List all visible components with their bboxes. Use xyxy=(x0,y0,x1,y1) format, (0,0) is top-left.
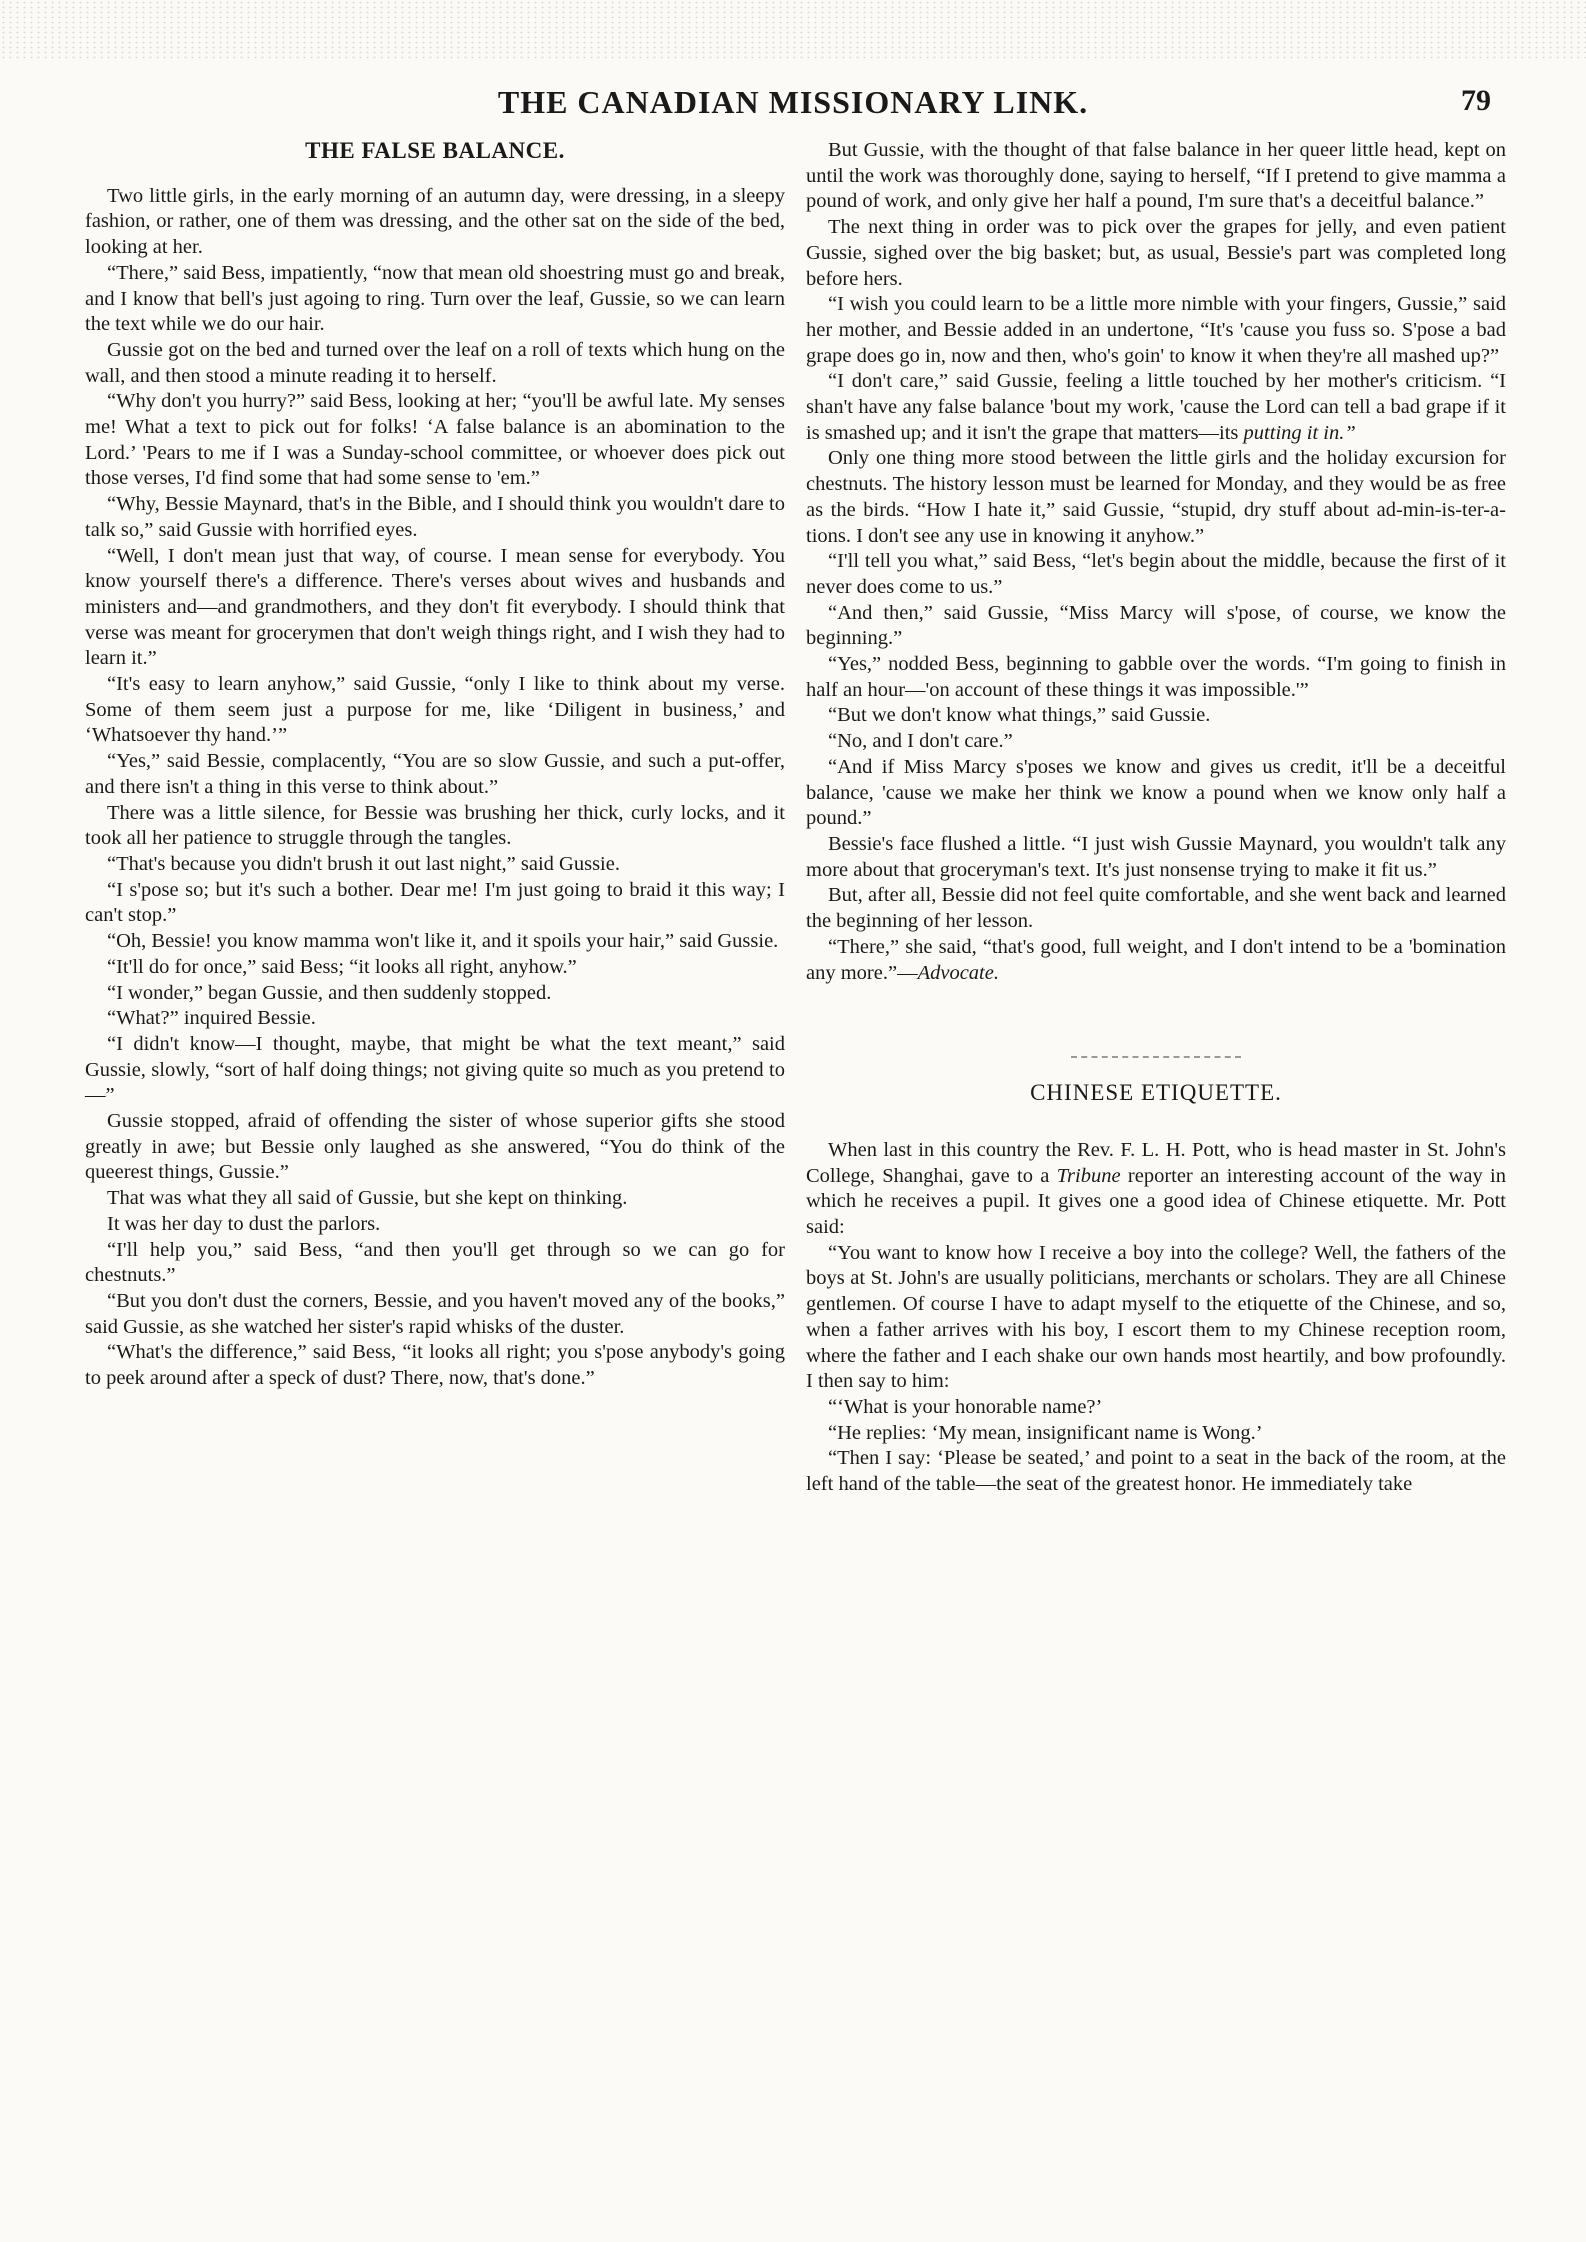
paragraph xyxy=(806,1138,1506,1241)
paragraph: “Why don't you hurry?” said Bess, looking at her; “you'll be awful late. My senses me! What a text to pick out for folks! ‘A false balance is an abomination to the Lord.’ 'Pears to me if I was a Sunday-school committee, or whoever does pick out those verses, I'd find some that had some sense to 'em.” xyxy=(85,390,785,490)
left-column xyxy=(85,138,785,1392)
paragraph: “I'll help you,” said Bess, “and then you'll get through so we can go for chestnuts.” xyxy=(85,1238,785,1287)
paragraph: Only one thing more stood between the little girls and the holiday excursion for chestnuts. The history lesson must be learned for Monday, and they would be as free as the birds. “How I hate it,” said Gussie, “stupid, dry stuff about ad-min-is-ter-a-tions. I don't see any use in knowing it anyhow.” xyxy=(806,447,1506,547)
running-title: THE CANADIAN MISSIONARY LINK. xyxy=(497,84,1089,120)
paragraph: “Oh, Bessie! you know mamma won't like it, and it spoils your hair,” said Gussie. xyxy=(107,930,779,953)
paragraph xyxy=(806,369,1506,446)
paragraph: “I wonder,” began Gussie, and then suddenly stopped. xyxy=(107,981,552,1004)
paragraph: “It's easy to learn anyhow,” said Gussie, “only I like to think about my verse. Some of them seem just a purpose for me, like ‘Diligent in business,’ and ‘Whatsoever thy hand.’” xyxy=(85,673,785,747)
paragraph: “And then,” said Gussie, “Miss Marcy will s'pose, of course, we know the beginning.” xyxy=(806,601,1506,650)
paragraph-text: “There,” she said, “that's good, full weight, and I don't intend to be a 'bomination any more.”— xyxy=(806,935,1506,984)
section-divider xyxy=(1071,1056,1241,1058)
paragraph: “I wish you could learn to be a little more nimble with your fingers, Gussie,” said her mother, and Bessie added in an undertone, “It's 'cause you fuss so. S'pose a bad grape does go in, now and then, who's goin' to know it when they're all mashed up?” xyxy=(806,293,1506,367)
paragraph: “Yes,” said Bessie, complacently, “You are so slow Gussie, and such a put-offer, and there isn't a thing in this verse to think about.” xyxy=(85,750,785,798)
paragraph: “No, and I don't care.” xyxy=(828,730,1013,753)
paragraph: “You want to know how I receive a boy into the college? Well, the fathers of the boys at St. John's are usually politicians, merchants or scholars. They are all Chinese gentlemen. Of course I have to adapt myself to the etiquette of the Chinese, and so, when a father arrives with his boy, I escort them to my Chinese reception room, where the father and I each shake our own hands most heartily, and bow profoundly. I then say to him: xyxy=(806,1241,1506,1393)
article-title-chinese-etiquette: CHINESE ETIQUETTE. xyxy=(1030,1080,1282,1106)
paragraph: “Why, Bessie Maynard, that's in the Bible, and I should think you wouldn't dare to talk so,” said Gussie with horrified eyes. xyxy=(85,493,785,541)
paragraph-text: “I don't care,” said Gussie, feeling a little touched by her mother's criticism. “I shan't have any false balance 'bout my work, 'cause the Lord can tell a bad grape if it is smashed up; and it isn't the grape that matters—its xyxy=(806,370,1506,444)
scan-noise xyxy=(0,0,1586,60)
page-header xyxy=(0,78,1586,128)
italic-phrase: putting it in.” xyxy=(1243,421,1356,444)
paragraph: It was her day to dust the parlors. xyxy=(107,1212,381,1235)
paragraph: “What's the difference,” said Bess, “it looks all right; you s'pose anybody's going to peek around after a speck of dust? There, now, that's done.” xyxy=(85,1341,785,1390)
paragraph: Gussie stopped, afraid of offending the sister of whose superior gifts she stood greatly in awe; but Bessie only laughed as she answered, “You do think of the queerest things, Gussie.” xyxy=(85,1110,785,1184)
paragraph: That was what they all said of Gussie, but she kept on thinking. xyxy=(107,1187,628,1210)
paragraph: “He replies: ‘My mean, insignificant name is Wong.’ xyxy=(828,1421,1263,1444)
article-title-false-balance: THE FALSE BALANCE. xyxy=(305,138,565,163)
paragraph: But, after all, Bessie did not feel quite comfortable, and she went back and learned the beginning of her lesson. xyxy=(806,884,1506,933)
page-number: 79 xyxy=(1461,84,1491,117)
paragraph: “It'll do for once,” said Bess; “it looks all right, anyhow.” xyxy=(107,955,577,978)
paragraph: “‘What is your honorable name?’ xyxy=(828,1395,1103,1418)
source-credit: Advocate. xyxy=(917,961,999,984)
paragraph: Gussie got on the bed and turned over the leaf on a roll of texts which hung on the wall, and then stood a minute reading it to herself. xyxy=(85,338,785,387)
right-column xyxy=(806,138,1506,1498)
paragraph: “I'll tell you what,” said Bess, “let's begin about the middle, because the first of it never does come to us.” xyxy=(806,550,1506,598)
paragraph: “Well, I don't mean just that way, of course. I mean sense for everybody. You know yourself there's a difference. There's verses about wives and husbands and ministers and—and grandmothers, and they don't fit everybody. I should think that verse was meant for grocerymen that don't weigh things right, and I wish they had to learn it.” xyxy=(85,544,785,670)
italic-word: Tribune xyxy=(1056,1164,1121,1187)
paragraph: “There,” said Bess, impatiently, “now that mean old shoestring must go and break, and I know that bell's just agoing to ring. Turn over the leaf, Gussie, so we can learn the text while we do our hair. xyxy=(85,261,785,336)
paragraph: Bessie's face flushed a little. “I just wish Gussie Maynard, you wouldn't talk any more about that groceryman's text. It's just nonsense trying to make it fit us.” xyxy=(806,832,1506,881)
paragraph xyxy=(806,935,1506,986)
paragraph: There was a little silence, for Bessie was brushing her thick, curly locks, and it took all her patience to struggle through the tangles. xyxy=(85,801,785,850)
paragraph-text: When last in this country the Rev. F. L. H. Pott, who is head master in St. John's College, Shanghai, gave to a xyxy=(806,1138,1506,1187)
paragraph: The next thing in order was to pick over the grapes for jelly, and even patient Gussie, sighed over the big basket; but, as usual, Bessie's part was completed long before hers. xyxy=(806,216,1506,290)
paragraph: “What?” inquired Bessie. xyxy=(107,1007,316,1030)
paragraph: “But we don't know what things,” said Gussie. xyxy=(828,704,1211,727)
paragraph: “I s'pose so; but it's such a bother. Dear me! I'm just going to braid it this way; I can't stop.” xyxy=(85,878,785,927)
paragraph: “That's because you didn't brush it out last night,” said Gussie. xyxy=(107,852,620,875)
paragraph: But Gussie, with the thought of that false balance in her queer little head, kept on until the work was thoroughly done, saying to herself, “If I pretend to give mamma a pound of work, and only give her half a pound, I'm sure that's a deceitful balance.” xyxy=(806,139,1506,213)
paragraph: “Yes,” nodded Bess, beginning to gabble over the words. “I'm going to finish in half an hour—'on account of these things it was impossible.'” xyxy=(806,653,1506,701)
paragraph: Two little girls, in the early morning of an autumn day, were dressing, in a sleepy fashion, or rather, one of them was dressing, and the other sat on the side of the bed, looking at her. xyxy=(85,184,785,259)
paragraph-text: reporter an interesting account of the way in which he receives a pupil. It gives one a good idea of Chinese etiquette. Mr. Pott said: xyxy=(806,1164,1506,1239)
paragraph: “I didn't know—I thought, maybe, that might be what the text meant,” said Gussie, slowly, “sort of half doing things; not giving quite so much as you pretend to—” xyxy=(85,1032,785,1107)
paragraph: “Then I say: ‘Please be seated,’ and point to a seat in the back of the room, at the left hand of the table—the seat of the greatest honor. He immediately take xyxy=(806,1447,1506,1496)
paragraph: “And if Miss Marcy s'poses we know and gives us credit, it'll be a deceitful balance, 'cause we make her think we know a pound when we know only half a pound.” xyxy=(806,755,1506,830)
paragraph: “But you don't dust the corners, Bessie, and you haven't moved any of the books,” said Gussie, as she watched her sister's rapid whisks of the duster. xyxy=(85,1289,785,1338)
